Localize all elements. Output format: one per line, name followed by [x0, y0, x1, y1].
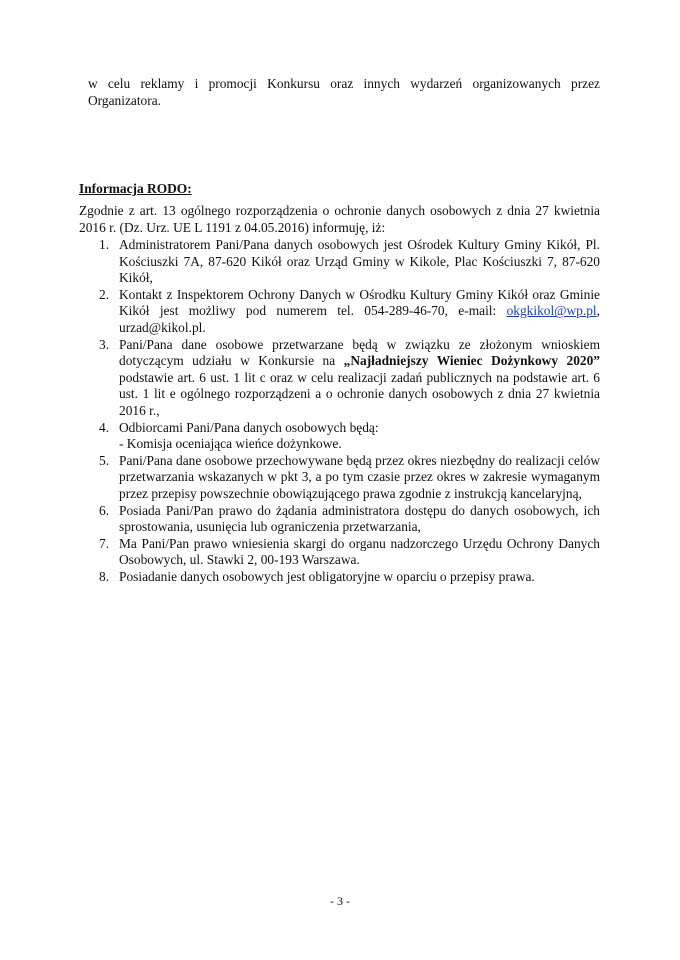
item-number: 5.	[99, 452, 110, 468]
rodo-heading: Informacja RODO:	[79, 181, 192, 196]
rodo-item-5	[79, 453, 600, 503]
email-link[interactable]: okgkikol@wp.pl	[506, 303, 597, 319]
item-number: 4.	[99, 419, 110, 435]
item-text: Pani/Pana dane osobowe przetwarzane będą w związku ze złożonym wnioskiem dotyczącym udziału w Konkursie na	[119, 336, 600, 369]
item-number: 8.	[99, 568, 110, 584]
rodo-item-3	[79, 337, 600, 420]
contest-name: „Najładniejszy Wieniec Dożynkowy 2020”	[343, 353, 600, 369]
rodo-item-2	[79, 287, 600, 337]
item-text: Posiada Pani/Pan prawo do żądania administratora dostępu do danych osobowych, ich sprostowania, usunięcia lub ograniczenia przetwarzania,	[119, 502, 600, 535]
item-text-after: podstawie art. 6 ust. 1 lit c oraz w celu realizacji zadań publicznych na podstawie art. 6 ust. 1 lit e ogólnego rozporządzeni a o ochronie danych osobowych z dnia 27 kwietnia 2016 r.,	[119, 369, 600, 418]
rodo-item-1	[79, 237, 600, 287]
item-text: Ma Pani/Pan prawo wniesienia skargi do organu nadzorczego Urzędu Ochrony Danych Osobowych, ul. Stawki 2, 00-193 Warszawa.	[119, 535, 600, 568]
item-number: 7.	[99, 535, 110, 551]
rodo-item-4	[79, 420, 600, 453]
intro-paragraph: w celu reklamy i promocji Konkursu oraz innych wydarzeń organizowanych przez Organizatora.	[88, 76, 600, 108]
item-number: 1.	[99, 237, 110, 252]
rodo-item-6	[79, 503, 600, 536]
item-text: Pani/Pana dane osobowe przechowywane będą przez okres niezbędny do realizacji celów przetwarzania wskazanych w pkt 3, a po tym czasie przez okres w zakresie wymaganym przez przepisy powszechnie obowiązującego prawa zgodnie z instrukcją kancelaryjną,	[119, 452, 600, 501]
item-number: 3.	[99, 336, 110, 352]
item-subtext: - Komisja oceniająca wieńce dożynkowe.	[119, 436, 342, 452]
rodo-list	[79, 237, 600, 585]
page-number: - 3 -	[330, 894, 350, 908]
item-text: Posiadanie danych osobowych jest obligatoryjne w oparciu o przepisy prawa.	[119, 568, 535, 584]
rodo-item-7	[79, 536, 600, 569]
item-number: 2.	[99, 286, 110, 302]
rodo-lead-paragraph: Zgodnie z art. 13 ogólnego rozporządzenia o ochronie danych osobowych z dnia 27 kwietnia 2016 r. (Dz. Urz. UE L 1191 z 04.05.2016) informuję, iż:	[79, 203, 600, 235]
item-number: 6.	[99, 502, 110, 518]
item-text: Administratorem Pani/Pana danych osobowych jest Ośrodek Kultury Gminy Kikół, Pl. Kościuszki 7A, 87-620 Kikół oraz Urząd Gminy w Kikole, Plac Kościuszki 7, 87-620 Kikół,	[119, 237, 600, 286]
item-text: Kontakt z Inspektorem Ochrony Danych w Ośrodku Kultury Gminy Kikół oraz Gminie Kikół jest możliwy pod numerem tel. 054-289-46-70, e-mail:	[119, 286, 600, 319]
item-text-after: , urzad@kikol.pl.	[119, 303, 600, 335]
item-text: Odbiorcami Pani/Pana danych osobowych będą:	[119, 419, 379, 435]
rodo-item-8	[79, 569, 600, 586]
